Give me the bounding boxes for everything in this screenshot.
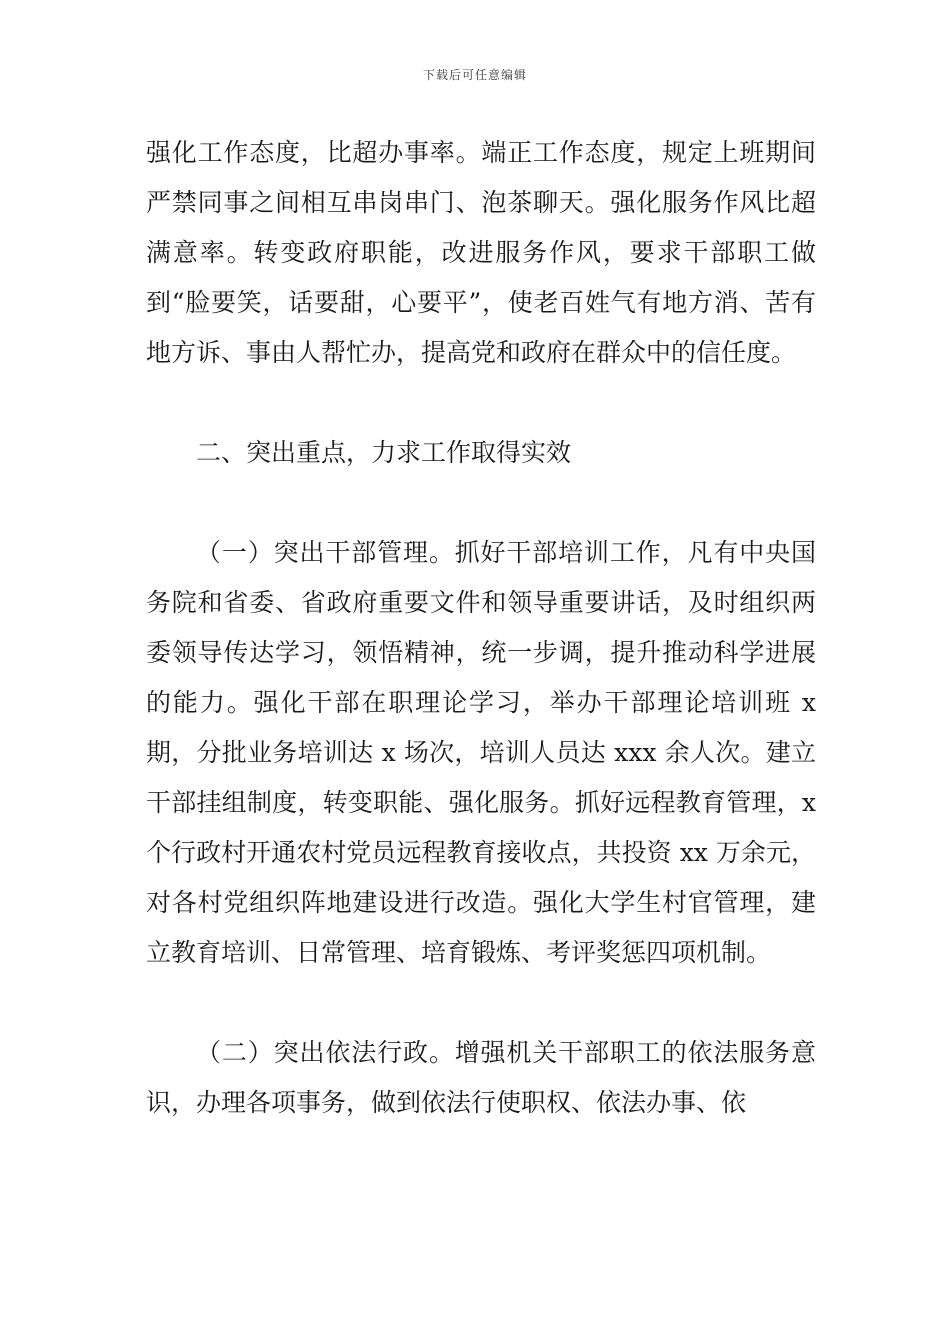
section-heading-two: 二、突出重点，力求工作取得实效 bbox=[196, 438, 572, 467]
paragraph-gap bbox=[146, 478, 816, 528]
paragraph-gap bbox=[146, 378, 816, 428]
document-body bbox=[146, 128, 816, 1128]
paragraph-lawful-administration: （二）突出依法行政。增强机关干部职工的依法服务意识，办理各项事务，做到依法行使职权、依法办事、依 bbox=[146, 1038, 816, 1117]
paragraph-work-attitude: 强化工作态度，比超办事率。端正工作态度，规定上班期间严禁同事之间相互串岗串门、泡茶聊天。强化服务作风比超满意率。转变政府职能，改进服务作风，要求干部职工做到“脸要笑，话要甜，心要平”，使老百姓气有地方消、苦有地方诉、事由人帮忙办，提高党和政府在群众中的信任度。 bbox=[146, 138, 816, 367]
paragraph-gap bbox=[146, 978, 816, 1028]
page-header-note: 下载后可任意编辑 bbox=[422, 68, 527, 82]
paragraph-cadre-management: （一）突出干部管理。抓好干部培训工作，凡有中央国务院和省委、省政府重要文件和领导重要讲话，及时组织两委领导传达学习，领悟精神，统一步调，提升推动科学进展的能力。强化干部在职理论学习，举办干部理论培训班 x 期，分批业务培训达 x 场次，培训人员达 xxx 余人次。建立干部挂组制度，转变职能、强化服务。抓好远程教育管理，x 个行政村开通农村党员远程教育接收点，共投资 xx 万余元，对各村党组织阵地建设进行改造。强化大学生村官管理，建立教育培训、日常管理、培育锻炼、考评奖惩四项机制。 bbox=[146, 538, 816, 967]
